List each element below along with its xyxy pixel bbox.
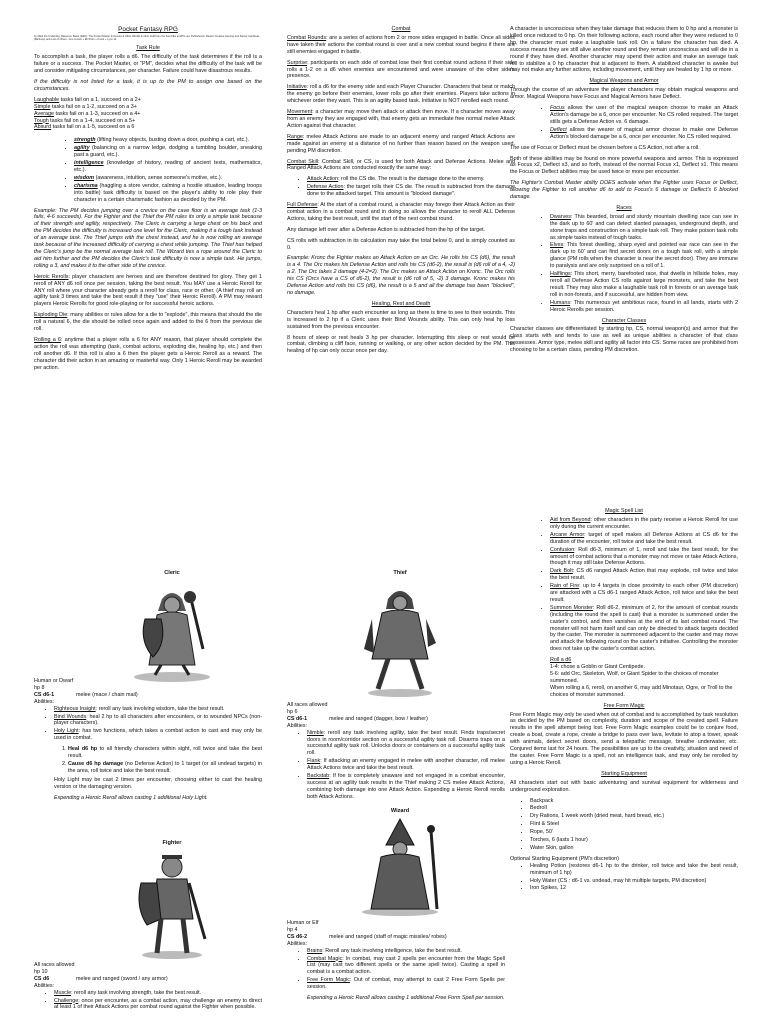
list-item: • Focus allows the user of the magical weapon choose to make an Attack Action's damage be a 6, once per encounter. No CS rolled required. The target stills gets a Defense Action vs. 6 damage.	[550, 105, 738, 126]
list-item: • Nimble: reroll any task involving agility, take the best result. Finds traps/secret doors in room/corridor section on a successful agility task roll. Disarms traps on a successful agility task roll. Unlocks doors or containers on a successful agility task roll.	[307, 730, 505, 758]
thief-illustration-icon	[352, 579, 448, 699]
task-example: Example: The PM decides jumping over a crevice on the cave floor is an average task (1-3 fails, 4-6 succeeds). For the Fighter and the Thief the PM rules its only a simple task because of their strength and agility, respectively. The Cleric is carrying a large chest on his back and the PM decides the difficulty is increased one level for the Cleric, making it a tough task instead of an average task. The Thief jumps with the chest instead, and he is now rolling an average task because of the increased difficulty of carrying a chest while jumping. The Thief has helped the Cleric's jump be the normal average task roll. The Wizard ties a rope around the Cleric to aid him further and the PM decides the Cleric's task difficulty is now a simple task. He jumps, rolling a 3, and makes it to the other side of the crevice.	[34, 207, 262, 269]
list-item: • Muscle: reroll any task involving strength, take the best result.	[54, 990, 262, 997]
cleric-ability-list	[34, 706, 262, 743]
magic-weapons-heading: Magical Weapons and Armor	[589, 78, 659, 85]
wizard-illustration-icon	[345, 817, 455, 917]
races-heading: Races	[616, 204, 632, 211]
thief-figure	[300, 570, 500, 699]
combat-heading: Combat	[391, 26, 411, 32]
combat-skill-paragraph: Combat Skill: Combat Skill, or CS, is used for both Attack and Defense Actions. Melee and Ranged Attack Actions are conducted exactly the same way:	[287, 158, 515, 172]
list-item: • Water Skin, gallon	[530, 845, 738, 852]
list-item: • Torches, 6 (lasts 1 hour)	[530, 837, 738, 844]
difficulty-row: Average tasks fail on a 1-3, succeed on a 4+	[34, 110, 141, 117]
holy-light-note: Holy Light may be cast 2 times per encounter, choosing either to cast the healing version or the damaging version.	[54, 776, 262, 790]
difficulty-row: Laughable tasks fail on a 1, succeed on a 2+	[34, 96, 141, 103]
spell-list-heading: Magic Spell List	[605, 508, 643, 515]
list-item: • Flank: If attacking an enemy engaged in melee with another character, roll melee Attack Actions twice and take the best result.	[307, 758, 505, 772]
list-item: • wisdom (awareness, intuition, sense someone's motive, etc.).	[74, 175, 262, 182]
list-item: • strength (lifting heavy objects, busting down a door, pushing a cart, etc.).	[74, 137, 262, 144]
list-item: • Attack Action: roll the CS die. The result is the damage done to the enemy.	[307, 176, 515, 183]
attribute-list	[34, 137, 262, 203]
focus-deflect-note: The use of Focus or Deflect must be chosen before a CS Action, not after a roll.	[510, 144, 700, 151]
starting-equipment-paragraph: All characters start out with basic adventuring and survival equipment for wilderness and underground exploration.	[510, 779, 738, 793]
list-item: • Deflect allows the wearer of magical armor choose to make one Defense Action's blocked damage be a 6, once per encounter. No CS rolled required.	[550, 127, 738, 141]
list-item: • Dry Rations, 1 week worth (dried meat, hard bread, etc.)	[530, 813, 738, 820]
list-item: • Humans: This numerous yet ambitious race, found in all lands, starts with 2 Heroic Rerolls per session.	[550, 300, 738, 314]
thief-caption: Thief	[393, 570, 407, 576]
list-item: • Defense Action: the target rolls their CS die. The result is subtracted from the damage done to the attacked target. This amount is "blocked damage".	[307, 184, 515, 198]
rolling-six-paragraph: Rolling a 6: anytime that a player rolls a 6 for ANY reason, that player should complete the action the roll was attempting (task, combat actions, exploding die, healing hp, etc.) and then roll another d6. If this roll is also a 6 then the player gets a Heroic Reroll as a reward. The character did their action in an amazing or masterful way. Only 1 Heroic Reroll may be awarded per action.	[34, 336, 262, 371]
list-item: • Iron Spikes, 12	[530, 885, 738, 892]
wizard-cs: CS d6-2 melee and ranged (staff of magic missiles/ robes)	[287, 933, 447, 940]
fighter-hp: hp 10	[34, 968, 48, 975]
full-defense-paragraph: Full Defense: At the start of a combat round, a character may forego their Attack Action as their combat action in a combat round and in doing so allows the character to reroll ALL Defense Actions, taking the best result, until the start of the next combat round.	[287, 202, 515, 222]
cleric-hp: hp 8	[34, 684, 45, 691]
race-list	[510, 214, 738, 314]
summon-table-row: 5-6: add Orc, Skeleton, Wolf, or Giant Spider to the choices of monster summoned.	[550, 671, 719, 684]
list-item: • Holy Water (CS : d6-1 vs. undead, may hit multiple targets, PM discretion)	[530, 878, 738, 885]
difficulty-row: Tough tasks fail on a 1-4, succeed on a 5+	[34, 117, 136, 124]
credits: by Mark the Underdog. Based on Basic (D&D), The Pocket Master & Heroes & Other Worlds & other stuff from the fine folks at RPG.net. Published in Reisen Creative Gaming and Dexter Cardenas (Bartinos) and a lot of others.. Anu Lucam + Eli Wren + Kronk + Lynx 14.	[34, 35, 260, 42]
magic-weapons-paragraph: Through the course of an adventure the player characters may obtain magical weapons and armor. Magical Weapons have Focus and Magical Armors have Deflect.	[510, 87, 738, 101]
list-item: • Dark Bolt: CS d6 ranged Attack Action that may explode, roll twice and take the best result.	[550, 568, 738, 582]
summon-monster-table	[510, 657, 738, 698]
equipment-list	[510, 798, 738, 852]
cleric-expending-note: Expending a Heroic Reroll allows casting 1 additional Holy Light.	[54, 794, 208, 801]
list-item: • Aid from Beyond: other characters in the party receive a Heroic Reroll for use only during the current encounter.	[550, 517, 738, 531]
holy-light-list	[34, 746, 262, 775]
list-item: • Bedroll	[530, 805, 738, 812]
list-item: • Arcane Armor: target of spell makes all Defense Actions at CS d6 for the duration of the encounter, roll twice and take the best result.	[550, 532, 738, 546]
cleric-stats	[34, 678, 262, 806]
optional-equipment-list	[510, 863, 738, 893]
combat-example: Example: Kronc the Fighter makes an Attack Action on an Orc. He rolls his CS (d6), the result is a 4. The Orc makes his Defense Action and rolls his CS (d6-2), the result is (d6 roll of a 4, -2) a 2. The Orc takes 2 damage (4-2=2). The Orc makes an Attack Action on Kronc. The Orc rolls his CS (Orcs have a CS of d6-2), the result is (d6 roll of 5, -2) 3 damage. Kronc makes his Defense Action and rolls his CS (d6), the result is a 5 and all the damage has been "blocked", no damage.	[287, 255, 515, 296]
difficulty-row: Simple tasks fail on a 1-2, succeed on a 3+	[34, 103, 137, 110]
thief-cs: CS d6-1 melee and ranged (dagger, bow / leather)	[287, 715, 428, 722]
task-rule-heading: Task Rule	[136, 45, 160, 52]
cleric-illustration-icon	[117, 579, 227, 684]
list-item: • Combat Magic: In combat, may cast 2 spells per encounter from the Magic Spell List (may cast two different spells or the same spell twice). Casting a spell in combat is a combat action.	[307, 956, 505, 977]
list-item: • Confusion: Roll d6-3, minimum of 1, reroll and take the best result, for the amount of combat actions that a monster may not move or take Attack Actions, though it may still take Defense Actions.	[550, 547, 738, 568]
summon-table-row: Roll a d6	[550, 657, 572, 664]
cleric-block	[62, 570, 282, 684]
summon-table-row: 1-4: chose a Goblin or Giant Centipede.	[550, 664, 645, 671]
cleric-caption: Cleric	[164, 570, 180, 576]
magic-weapons-list	[510, 105, 738, 141]
list-item: • Backstab: If foe is completely unaware and not engaged in a combat encounter, success at an agility task results in the Thief making 2 CS melee Attack Actions, combining both damage into one Attack Action. Expending a Heroic Reroll rerolls both Attack Actions.	[307, 773, 505, 801]
movement-paragraph: Movement: a character may move then attack or attack then move. If a character moves away from an enemy they are engaged with, that enemy gets an immediate free normal melee Attack Action against that character.	[287, 109, 515, 129]
combat-action-list	[287, 176, 515, 198]
surprise-paragraph: Surprise: participants on each side of combat lose their first combat round actions if their side rolls a 1-2 on a d6 when enemies are encountered and were unaware of the other side's presence.	[287, 59, 515, 80]
fighter-caption: Fighter	[162, 840, 182, 846]
range-paragraph: Range: melee Attack Actions are made to an adjacent enemy and ranged Attack Actions are made against an enemy at a distance of no further than reason based on the weapon used, pending PM discretion.	[287, 133, 515, 154]
cleric-cs: CS d6-1 melee (mace / chain mail)	[34, 691, 138, 698]
list-item: • Summon Monster: Roll d6-2, minimum of 2, for the amount of combat rounds (including the round the spell is cast) that a monster is summoned under the caster's control, and then vanishes at the end of its last combat round. The monster will not harm itself and can only be directed to attack targets decided by the caster. The monster is summoned adjacent to the caster and may move and attack the following round on the caster's initiative. Controlling the monster does not take up the caster's combat action.	[550, 605, 738, 653]
wizard-figure	[300, 808, 500, 917]
list-item: • Free Form Magic: Out of combat, may attempt to cast 2 Free Form Spells per session.	[307, 977, 505, 991]
list-item: • Holy Light: has two functions, which takes a combat action to cast and may only be used in combat.	[54, 728, 262, 742]
exploding-die-paragraph: Exploding Die: many abilities or rules allow for a die to "explode", this means that should the die roll a natural 6, the die should be rolled once again and added to the 6 from the previous die roll.	[34, 312, 262, 333]
fighter-stats	[34, 962, 262, 1015]
list-item: • Backpack	[530, 798, 738, 805]
thief-ability-list	[287, 730, 505, 801]
list-item: • charisma (haggling a store vendor, calming a hostile situation, leading troops into battle) task difficulty is based on the player's ability to role play their character in a certain charismatic fashion as decided by the PM.	[74, 183, 262, 204]
list-item: • intelligence (knowledge of history, reading of ancient texts, mathematics, etc.).	[74, 160, 262, 174]
list-item: 1. Heal d6 hp to all friendly characters within sight, roll twice and take the best result.	[68, 746, 262, 760]
wizard-race: Human or Elf	[287, 920, 319, 926]
list-item: • agility (balancing on a narrow ledge, dodging a tumbling boulder, sneaking past a guard, etc.).	[74, 145, 262, 159]
document-title: Pocket Fantasy RPG	[118, 26, 178, 33]
cs-rolls-paragraph: CS rolls with subtraction in its calculation may take the total below 0, and is simply counted as 0.	[287, 237, 515, 251]
classes-paragraph: Character classes are differentiated by starting hp, CS, normal weapon(s) and armor that the class starts with and tends to use as well as unique abilities a character of that class possesses. Armor type, melee skill and agility all factor into CS. Some races are prohibited from choosing to be a certain class, pending PM discretion.	[510, 326, 739, 354]
list-item: • Halflings: This short, merry, barefooted race, that dwells in hillside holes, may reroll all Defense Action CS rolls against large monsters, and take the best result. They may also make a laughable task roll in forests or an average task roll in non-forests, and if successful, are hidden from view.	[550, 271, 738, 299]
difficulty-row: Absurd tasks fail on a 1-5, succeed on a 6	[34, 124, 135, 131]
column-3	[510, 26, 738, 896]
free-form-magic-paragraph: Free Form Magic may only be used when out of combat and is accomplished by task resolution as decided by the PM based on complexity, duration and scope of the created spell. Failure results in the spell attempt being lost. Free Form Magic examples could be to conjure food, create a boat, create a rope, create a bridge to pass over lava, levitate to atop a tower, speak with animals, detect secret doors, send a telepathic message, breathe underwater, etc. Conjured items last for 24 hours. The possibilities are up to the creativity, situation and need of the caster. Free Form Magic is a spell, not an intelligence task, and may only be rerolled by using a Heroic Reroll.	[510, 711, 738, 766]
cleric-race: Human or Dwarf	[34, 678, 74, 684]
column-2	[287, 26, 515, 359]
wizard-hp: hp 4	[287, 926, 298, 933]
healing-paragraph-1: Characters heal 1 hp after each encounter as long as there is time to see to their wounds. This is increased to 2 hp if a Cleric uses their Bind Wounds ability. This can only heal hp loss sustained from the previous encounter.	[287, 309, 515, 330]
free-form-magic-heading: Free Form Magic	[603, 702, 645, 709]
spacer	[510, 358, 738, 508]
classes-heading: Character Classes	[601, 317, 647, 324]
cleric-abilities-label: Abilities:	[34, 698, 55, 705]
wizard-abilities-label: Abilities:	[287, 940, 308, 947]
fighter-abilities-label: Abilities:	[34, 982, 55, 989]
wizard-block	[300, 808, 500, 917]
wizard-stats	[287, 920, 505, 1006]
fighter-race: All races allowed	[34, 962, 75, 968]
leftover-damage-paragraph: Any damage left over after a Defense Action is subtracted from the hp of the target.	[287, 226, 486, 233]
cleric-figure	[62, 570, 282, 684]
healing-heading: Healing, Rest and Death	[371, 300, 431, 307]
list-item: • Healing Potion (restores d6-1 hp to the drinker, roll twice and take the best result, minimum of 1 hp)	[530, 863, 738, 877]
list-item: • Brains: Reroll any task involving intelligence, take the best result.	[307, 948, 505, 955]
wizard-expending-note: Expending a Heroic Reroll allows casting 1 additional Free Form Spell per session.	[307, 995, 505, 1002]
list-item: 2. Cause d6 hp damage (no Defense Action) to 1 target (or all undead targets) in the area, roll twice and take the best result.	[68, 761, 262, 775]
initiative-paragraph: Initiative: roll a d6 for the enemy side and each Player Character. Characters that beat or match the enemy go before their enemies, lower rolls go after their enemies. Players take actions in whichever order they want. This is an agility based task. Initiative is NOT rerolled each round.	[287, 84, 515, 105]
summon-table-row: When rolling a 6, reroll, on another 6, may add Minotaur, Ogre, or Troll to the choices of monster summoned.	[550, 684, 733, 698]
wizard-caption: Wizard	[390, 808, 410, 814]
list-item: • Challenge: once per encounter, as a combat action, may challenge an enemy to direct at least 1 of their Attack Actions per combat round against the Fighter when possible.	[54, 998, 262, 1012]
thief-block	[300, 570, 500, 699]
list-item: • Rope, 50'	[530, 829, 738, 836]
focus-multiplier-paragraph: Both of these abilities may be found on more powerful weapons and armor. This is expressed as Focus x2, Deflect x3, and so forth, instead of the normal Focus x1, Deflect x1. This means the Focus or Deflect abilities may be used twice or more per encounter.	[510, 155, 738, 176]
optional-equipment-label: Optional Starting Equipment (PM's discretion)	[510, 855, 619, 862]
thief-stats	[287, 702, 505, 805]
spell-list	[510, 517, 738, 653]
list-item: • Elves: This forest dwelling, sharp eyed and pointed ear race can see in the dark up to 60' and can find secret doors on a tough task roll, with a simple glance (PM rolls when the character is near the secret door). They are immune to paralysis and are only surprised on a roll of 1.	[550, 242, 738, 270]
list-item: • Flint & Steel	[530, 821, 738, 828]
list-item: • Dwarves: This bearded, broad and sturdy mountain dwelling race can see in the dark up to 60' and can detect slanted passages, underground depth, and stone traps and construction on a simple task roll. They make poison task rolls as simple tasks instead of tough tasks.	[550, 214, 738, 242]
combat-rounds-paragraph: Combat Rounds: are a series of actions from 2 or more sides engaged in battle. Once all sides have taken their actions the combat round is over and a new combat round begins if there are still enemies engaged in battle.	[287, 34, 515, 55]
task-rule-paragraph: To accomplish a task, the player rolls a d6. The difficulty of the task determines if the roll is a failure or a success. The Pocket Master, or "PM", decides what the difficulty of the task will be and consider mitigating circumstances, per character. Failure could have disastrous results.	[34, 54, 262, 75]
fighter-figure	[62, 840, 282, 961]
fighter-ability-list	[34, 990, 262, 1012]
task-rule-note: If the difficulty is not listed for a task, it is up to the PM to assign one based on the circumstances.	[34, 79, 262, 92]
list-item: • Bind Wounds: heal 2 hp to all characters after encounters, or to wounded NPCs (non-player characters).	[54, 714, 262, 728]
thief-race: All races allowed	[287, 702, 328, 708]
fighter-illustration-icon	[127, 849, 217, 961]
heroic-rerolls-paragraph: Heroic Rerolls: player characters are heroes and are therefore destined for glory. They get 1 reroll of ANY d6 roll once per session, taking the best result. You MAY use a Heroic Reroll for ANY roll where your character already gets a reroll for class, race or other. (A thief may roll an agility task 3 times and take the best result if they "use" their Heroic Reroll). A PM may reward players Heroic Rerolls for good role-playing or for successful heroic actions.	[34, 273, 262, 308]
wizard-ability-list	[287, 948, 505, 991]
fighter-block	[62, 840, 282, 961]
unconscious-paragraph: A character is unconscious when they take damage that reduces them to 0 hp and a monster is killed once reduced to 0 hp. On their following actions, each round after they were reduced to 0 hp, the character must make a laughable task roll. On a failure the character has died. A success means they are still alive another round and they remain unconscious and will die in a round if they have died. Another character may spend their action and make an average task roll to stabilize a 0 hp character that is adjacent to them. A stabilized character is awake but may not make any further actions, including movement, until they are healed by 1 hp or more.	[510, 26, 738, 74]
column-1	[34, 26, 262, 375]
healing-paragraph-2: 8 hours of sleep or rest heals 3 hp per character. Interrupting this sleep or rest would be combat, climbing a cliff face, running or walking, or any other action decided by the PM. This healing of hp can only occur once per day.	[287, 334, 515, 355]
difficulty-list	[34, 97, 262, 132]
thief-hp: hp 6	[287, 708, 298, 715]
fighter-cs: CS d6 melee and ranged (sword / any armor)	[34, 975, 168, 982]
fighter-combat-master-note: The Fighter's Combat Master ability DOES activate when the Fighter uses Focus or Deflect, allowing the Fighter to roll another d6 to add to Focus's 6 damage or Deflect's 6 blocked damage.	[510, 180, 738, 201]
list-item: • Rain of Fire: up to 4 targets in close proximity to each other (PM discretion) are attacked with a CS d6-1 ranged Attack Action, roll twice and take the best result.	[550, 583, 738, 604]
thief-abilities-label: Abilities:	[287, 722, 308, 729]
starting-equipment-heading: Starting Equipment	[601, 770, 647, 777]
list-item: • Righteous Insight: reroll any task involving wisdom, take the best result.	[54, 706, 262, 713]
